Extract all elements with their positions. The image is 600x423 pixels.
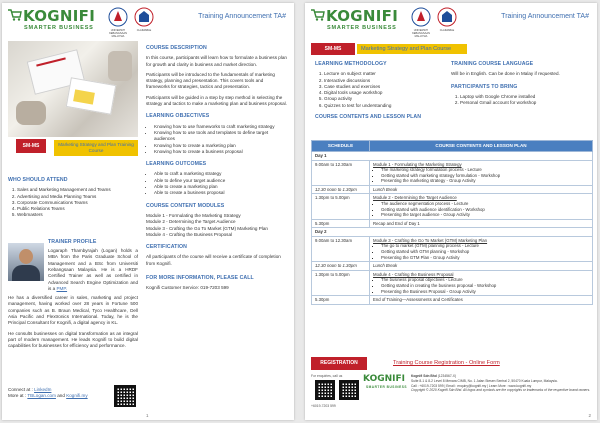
- bring-list: [451, 94, 591, 107]
- list-item: 2. Personal Gmail account for workshop: [460, 100, 591, 106]
- module-title: Module 4 - Crafting the Business Proposal: [373, 271, 454, 277]
- footer-address: Suite 8-1 & 8-2 Level 8 Menara CIMB, No. 1 Jalan Stesen Sentral 2, 50470 Kuala Lumpur, Malaysia.: [411, 378, 558, 383]
- list-item: ▪ Presenting the GTM Plan - Group Activity: [381, 255, 589, 261]
- pmp-link[interactable]: PMP.: [56, 285, 68, 291]
- list-item: ▪ Presenting the target audience - Group Activity: [381, 212, 589, 218]
- footer-company: Kognifi Sdn Bhd: [411, 374, 437, 378]
- day-label: Day 2: [312, 228, 593, 237]
- list-item: • Able to craft a marketing strategy: [154, 171, 288, 177]
- time-cell: 5.30pm: [312, 296, 370, 305]
- registration-bar: [311, 357, 593, 370]
- course-details: [146, 45, 288, 296]
- course-code-badge: SM-MS: [311, 43, 355, 55]
- table-header-row: [312, 141, 593, 152]
- column-header: SCHEDULE: [312, 141, 370, 152]
- list-item: ▪ The audience segmentation process - Lecture: [381, 201, 589, 207]
- list-item: ▪ The go to market (GTM) planning process - Lecture: [381, 243, 589, 249]
- lesson-plan-heading: COURSE CONTENTS AND LESSON PLAN: [315, 114, 422, 121]
- content-cell: [370, 270, 593, 295]
- kognifi-logo: [8, 7, 100, 37]
- course-code-badge: SM-MS: [16, 139, 46, 153]
- day-row: [312, 151, 593, 160]
- learning-objectives-heading: LEARNING OBJECTIVES: [146, 113, 210, 120]
- certification-heading: CERTIFICATION: [146, 244, 187, 251]
- day-row: [312, 228, 593, 237]
- logo-tagline: SMARTER BUSINESS: [327, 25, 397, 31]
- footer-regno: (1234567-X): [437, 374, 457, 378]
- course-title: Marketing Strategy and Plan Course: [357, 44, 467, 54]
- footer: [311, 374, 593, 414]
- module-items: [373, 167, 589, 184]
- bring-heading: PARTICIPANTS TO BRING: [451, 83, 518, 90]
- list-item: • Knowing how to create a business proposal: [154, 149, 288, 155]
- table-row: [312, 160, 593, 185]
- logo-wordmark: KOGNIFI: [23, 7, 96, 25]
- list-item: ▪ Getting started in creating the business proposal - Workshop: [381, 283, 589, 289]
- time-cell: 12.30 noon to 1.30pm: [312, 185, 370, 194]
- list-item: 3. Case studies and exercises: [324, 84, 445, 90]
- hero-course-title: Marketing Strategy and Plan Training Course: [54, 140, 138, 156]
- methodology-list: [315, 71, 445, 109]
- qr-code-icon: [114, 385, 136, 407]
- language-heading: TRAINING COURSE LANGUAGE: [451, 61, 534, 67]
- footer-tagline: SMARTER BUSINESS: [366, 385, 407, 389]
- more-info-heading: FOR MORE INFORMATION, PLEASE CALL: [146, 275, 254, 282]
- registration-link[interactable]: Training Course Registration - Online Form: [393, 360, 500, 366]
- objectives-list: [146, 124, 288, 156]
- ukm-seal-icon: [108, 7, 128, 27]
- module-title: Module 2 - Determining the Target Audience: [373, 195, 457, 201]
- methodology: [315, 61, 445, 124]
- column-header: COURSE CONTENTS AND LESSON PLAN: [370, 141, 593, 152]
- list-item: • Able to create a marketing plan: [154, 184, 288, 190]
- module-line: Module 3 - Crafting the Go To Market (GTM) Marketing Plan: [146, 225, 268, 231]
- list-item: ▪ Getting started with GTM planning - Workshop: [381, 249, 589, 255]
- table-row: [312, 185, 593, 194]
- table-row: [312, 236, 593, 261]
- table-row: [312, 194, 593, 219]
- registration-badge: REGISTRATION: [311, 357, 367, 370]
- announcement-title: Training Announcement TA#: [501, 13, 589, 20]
- module-title: Module 1 - Formulating the Marketing Strategy: [373, 161, 462, 167]
- trainer-intro: Logaraph Thambyrajah (Logan) holds a MBA from the Paris Graduate School of Management and a BSc from Universiti Kebangsaan Malaysia. He is a HRDF Certified Trainer as well as certified in Advanced Search Engine Optimization and is a: [48, 248, 138, 291]
- table-row: [312, 219, 593, 228]
- course-title-bar: [311, 43, 593, 55]
- footer-details: [411, 374, 593, 393]
- seal1-caption: UNIVERSITI KEBANGSAAN MALAYSIA: [412, 29, 430, 38]
- outcomes-list: [146, 171, 288, 196]
- kognifi-link[interactable]: Kognifi.my: [66, 393, 88, 399]
- enquiries-phone: +6019-7203 599: [311, 404, 336, 408]
- content-cell: Lunch Break: [370, 262, 593, 271]
- trainer-profile-heading: TRAINER PROFILE: [48, 239, 97, 245]
- list-item: ▪ Getting started with marketing strategy formulation - Workshop: [381, 173, 589, 179]
- time-cell: 9.00am to 12.30am: [312, 236, 370, 261]
- day-label: Day 1: [312, 151, 593, 160]
- kognifi-logo: [311, 7, 403, 37]
- connect-label: Connect at :: [8, 387, 33, 392]
- certification-text: All participants of the course will receive a certificate of completion from Kognifi.: [146, 254, 281, 266]
- methodology-heading: LEARNING METHODOLOGY: [315, 61, 387, 67]
- footer-logo: KOGNIFI: [363, 374, 405, 384]
- who-should-attend-list: [8, 187, 138, 219]
- footer-contact: Call : +6019-7203 599 | Email : enquiry@kognifi.my | Learn More : www.kognifi.my: [411, 383, 532, 388]
- table-row: [312, 296, 593, 305]
- cart-icon: [8, 9, 22, 21]
- language-text: Will be in English. Can be done in Malay if requested.: [451, 71, 560, 77]
- list-item: 2. Interactive discussions: [324, 78, 445, 84]
- ukm-seal-icon: [411, 7, 431, 27]
- page-number: 1: [146, 413, 149, 418]
- module-line: Module 2 - Determining the Target Audience: [146, 219, 236, 225]
- list-item: 4. Public Relations Teams: [17, 206, 138, 212]
- more-label: More at :: [8, 393, 27, 399]
- desc-p1: In this course, participants will learn how to formulate a business plan for growth and clarity in business and market direction.: [146, 55, 287, 67]
- hero-photo: [8, 41, 138, 137]
- list-item: 2. Advertising and Media Planning Teams: [17, 194, 138, 200]
- trainer-links: [8, 387, 108, 400]
- content-cell: [370, 236, 593, 261]
- list-item: ▪ Presenting the marketing strategy - Group Activity: [381, 178, 589, 184]
- page-number: 2: [588, 413, 591, 418]
- list-item: 5. Webmasters: [17, 212, 138, 218]
- list-item: 4. Digital tools usage workshop: [324, 90, 445, 96]
- content-cell: [370, 160, 593, 185]
- list-item: • Able to define your target audience: [154, 178, 288, 184]
- header: [311, 7, 591, 41]
- page-1: [2, 3, 294, 420]
- content-cell: Lunch Break: [370, 185, 593, 194]
- lesson-plan-table: [311, 140, 593, 305]
- learning-outcomes-heading: LEARNING OUTCOMES: [146, 161, 207, 168]
- trainer-bio: [8, 295, 138, 354]
- trainer-bio-p3: He consults businesses on digital transformation as an integral part of modern management. He leads Kognifi to build digital capabilities for businesses for efficiency and performance.: [8, 330, 138, 349]
- list-item: 1. Laptop with Google Chrome installed: [460, 94, 591, 100]
- list-item: • Able to create a business proposal: [154, 190, 288, 196]
- time-cell: 1.30pm to 5.00pm: [312, 194, 370, 219]
- list-item: 6. Quizzes to test for understanding: [324, 103, 445, 109]
- header: [8, 7, 288, 41]
- list-item: ▪ Getting started with audience identification - Workshop: [381, 207, 589, 213]
- announcement-title: Training Announcement TA#: [198, 13, 286, 20]
- seal2-caption: CLAIMABLE: [136, 29, 152, 32]
- page-2: [305, 3, 597, 420]
- trainer-photo: [8, 243, 44, 281]
- claimable-seal-icon: [134, 7, 154, 27]
- trainer-bio-p2: He has a diversified career in sales, marketing and project management, having worked over 28 years in Fortune 500 companies such as B. Braun Medical, Tyco Healthcare, Dell Asia Pacific and Flextronics International. Today, he is the Principal Consultant for Kognifi, a digital agency in KL.: [8, 295, 138, 326]
- list-item: ▪ Presenting the Business Proposal - Group Activity: [381, 289, 589, 295]
- course-modules-heading: COURSE CONTENT MODULES: [146, 202, 225, 209]
- and-text: and: [57, 393, 65, 399]
- desc-p2: Participants will be introduced to the fundamentals of marketing strategy, planning and presentation. This covers tools and frameworks for strategies, tactics and presentation.: [146, 71, 275, 90]
- left-column: [8, 177, 138, 219]
- trainer-intro-wrap: [48, 248, 138, 292]
- list-item: 3. Corporate Communications Teams: [17, 200, 138, 206]
- time-cell: 9.00am to 12.30am: [312, 160, 370, 185]
- list-item: 1. Sales and Marketing Management and Teams: [17, 187, 138, 193]
- list-item: ▪ The marketing strategy formulation process - Lecture: [381, 167, 589, 173]
- who-should-attend-heading: WHO SHOULD ATTEND: [8, 177, 68, 183]
- logo-wordmark: KOGNIFI: [326, 7, 399, 25]
- module-line: Module 1 - Formulating the Marketing Strategy: [146, 212, 241, 218]
- content-cell: Recap and End of Day 1: [370, 219, 593, 228]
- list-item: • Knowing how to use tools and templates to define target audiences: [154, 130, 288, 143]
- qr-code-icon: [339, 380, 359, 400]
- list-item: • Knowing how to use frameworks to craft marketing strategy: [154, 124, 288, 130]
- course-description-heading: COURSE DESCRIPTION: [146, 45, 207, 51]
- footer-copyright: Copyright © 2020 Kognifi Sdn Bhd. All logos and symbols are the copyrights or trademarks of the respective brand owners.: [411, 388, 591, 393]
- content-cell: [370, 194, 593, 219]
- hero-banner: [8, 41, 138, 171]
- module-title: Module 3 - Crafting the Go To Market (GTM) Marketing Plan: [373, 237, 488, 243]
- enquiries-text: For enquiries, call us: [311, 374, 343, 378]
- logo-tagline: SMARTER BUSINESS: [24, 25, 94, 31]
- seal2-caption: CLAIMABLE: [439, 29, 455, 32]
- list-item: • Knowing how to create a marketing plan: [154, 143, 288, 149]
- tblogan-link[interactable]: TBLogan.com: [27, 393, 56, 399]
- module-items: [373, 201, 589, 218]
- list-item: 5. Group activity: [324, 96, 445, 102]
- desc-p3: Participants will be guided in a step by step method in selecting the strategy and tactics to make a marketing plan and business proposal.: [146, 94, 287, 107]
- claimable-seal-icon: [437, 7, 457, 27]
- module-line: Module 4 - Crafting the Business Proposal: [146, 231, 233, 237]
- content-cell: End of Training—Assessments and Certificates: [370, 296, 593, 305]
- language-and-bring: [451, 61, 591, 106]
- qr-code-icon: [315, 380, 335, 400]
- time-cell: 12.30 noon to 1.30pm: [312, 262, 370, 271]
- module-items: [373, 277, 589, 294]
- table-row: [312, 262, 593, 271]
- customer-service-text: Kognifi Customer Service: 019-7203 599: [146, 285, 229, 291]
- list-item: 1. Lecture on subject matter: [324, 71, 445, 77]
- table-row: [312, 270, 593, 295]
- seal1-caption: UNIVERSITI KEBANGSAAN MALAYSIA: [109, 29, 127, 38]
- linkedin-link[interactable]: LinkedIn: [34, 387, 52, 392]
- list-item: ▪ The business proposal objectives - Lecture: [381, 277, 589, 283]
- module-items: [373, 243, 589, 260]
- time-cell: 1.30pm to 5.00pm: [312, 270, 370, 295]
- cart-icon: [311, 9, 325, 21]
- time-cell: 5.30pm: [312, 219, 370, 228]
